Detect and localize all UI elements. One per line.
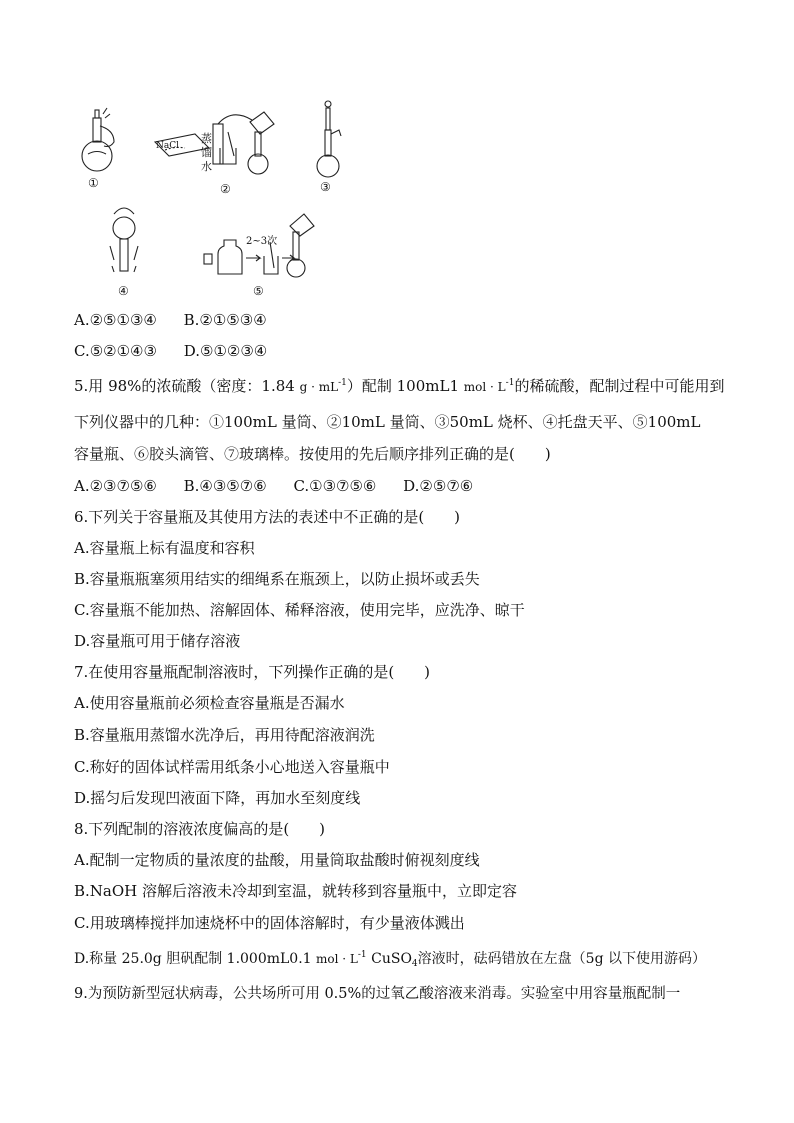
q5-text-b: ）配制 100mL1	[346, 377, 460, 395]
q5-option-d: D.②⑤⑦⑥	[403, 477, 474, 495]
q7-option-a: A.使用容量瓶前必须检查容量瓶是否漏水	[74, 694, 345, 712]
q8-option-a: A.配制一定物质的量浓度的盐酸，用量筒取盐酸时俯视刻度线	[74, 851, 480, 869]
q4-options-row-2	[74, 341, 267, 361]
experiment-steps-figure	[70, 96, 370, 302]
q8-option-d-formula: CuSO	[371, 951, 412, 967]
q8-stem: 8.下列配制的溶液浓度偏高的是( )	[74, 820, 326, 838]
q5-text-a: 5.用 98%的浓硫酸（密度：1.84	[74, 377, 295, 395]
distilled-water-char-3: 水	[201, 160, 212, 173]
experiment-steps-drawing	[70, 96, 370, 302]
q4-option-b: B.②①⑤③④	[183, 311, 267, 329]
q8-option-c: C.用玻璃棒搅拌加速烧杯中的固体溶解时，有少量液体溅出	[74, 914, 465, 932]
q9-stem: 9.为预防新型冠状病毒，公共场所可用 0.5%的过氧乙酸溶液来消毒。实验室中用容量瓶配制一	[74, 986, 681, 1002]
step3-dropper-drawing	[317, 101, 341, 177]
q7-option-d: D.摇匀后发现凹液面下降，再加水至刻度线	[74, 789, 361, 807]
q7-option-b: B.容量瓶用蒸馏水洗净后，再用待配溶液润洗	[74, 726, 375, 744]
q4-option-d: D.⑤①②③④	[183, 342, 268, 360]
q4-option-c: C.⑤②①④③	[74, 342, 157, 360]
q5-stem-line-2: 下列仪器中的几种：①100mL 量筒、②10mL 量筒、③50mL 烧杯、④托盘天平、⑤100mL	[74, 413, 701, 431]
q8-option-d-formula-sub: 4	[411, 959, 418, 969]
q5-unit-conc-exp: -1	[505, 378, 515, 388]
q6-option-b: B.容量瓶瓶塞须用结实的细绳系在瓶颈上，以防止损坏或丢失	[74, 570, 480, 588]
q5-unit-density-exp: -1	[338, 378, 347, 388]
q5-option-b: B.④③⑤⑦⑥	[183, 477, 267, 495]
q6-option-d: D.容量瓶可用于储存溶液	[74, 632, 241, 650]
q5-options-row	[74, 476, 473, 496]
q5-option-a: A.②③⑦⑤⑥	[74, 477, 157, 495]
q7-option-c: C.称好的固体试样需用纸条小心地送入容量瓶中	[74, 758, 390, 776]
q5-unit-density: g · mL	[299, 380, 339, 394]
step-number-4: ④	[118, 284, 129, 298]
q7-stem: 7.在使用容量瓶配制溶液时，下列操作正确的是( )	[74, 663, 431, 681]
q6-stem: 6.下列关于容量瓶及其使用方法的表述中不正确的是( )	[74, 508, 461, 526]
q6-option-a: A.容量瓶上标有温度和容积	[74, 539, 255, 557]
distilled-water-char-2: 馏	[201, 146, 212, 159]
q5-stem-line-3: 容量瓶、⑥胶头滴管、⑦玻璃棒。按使用的先后顺序排列正确的是( )	[74, 445, 551, 463]
q4-options-row-1	[74, 310, 267, 330]
repeat-times-label: 2~3次	[246, 236, 278, 247]
q8-option-b: B.NaOH 溶解后溶液未冷却到室温，就转移到容量瓶中，立即定容	[74, 882, 518, 900]
step-number-5: ⑤	[253, 284, 264, 298]
q8-option-d-text-2: 溶液时，砝码错放在左盘（5g 以下使用游码）	[417, 951, 706, 967]
q8-option-d-unit-exp: -1	[357, 950, 367, 960]
step1-flask-drawing	[82, 108, 114, 171]
q5-unit-conc: mol · L	[463, 380, 506, 394]
step-number-2: ②	[220, 182, 231, 196]
distilled-water-char-1: 蒸	[201, 132, 212, 145]
q5-option-c: C.①③⑦⑤⑥	[293, 477, 377, 495]
step4-shake-drawing	[110, 208, 138, 272]
q4-option-a: A.②⑤①③④	[74, 311, 157, 329]
q8-option-d-text-1: D.称量 25.0g 胆矾配制 1.000mL0.1	[74, 951, 312, 967]
step-number-3: ③	[320, 180, 331, 194]
nacl-label: NaCl	[156, 141, 180, 151]
q8-option-d-unit: mol · L	[316, 952, 358, 966]
q5-text-c: 的稀硫酸，配制过程中可能用到	[514, 377, 725, 395]
step-number-1: ①	[88, 176, 99, 190]
q6-option-c: C.容量瓶不能加热、溶解固体、稀释溶液，使用完毕，应洗净、晾干	[74, 601, 525, 619]
q8-option-d	[74, 949, 706, 969]
q5-stem-line-1	[74, 376, 724, 397]
